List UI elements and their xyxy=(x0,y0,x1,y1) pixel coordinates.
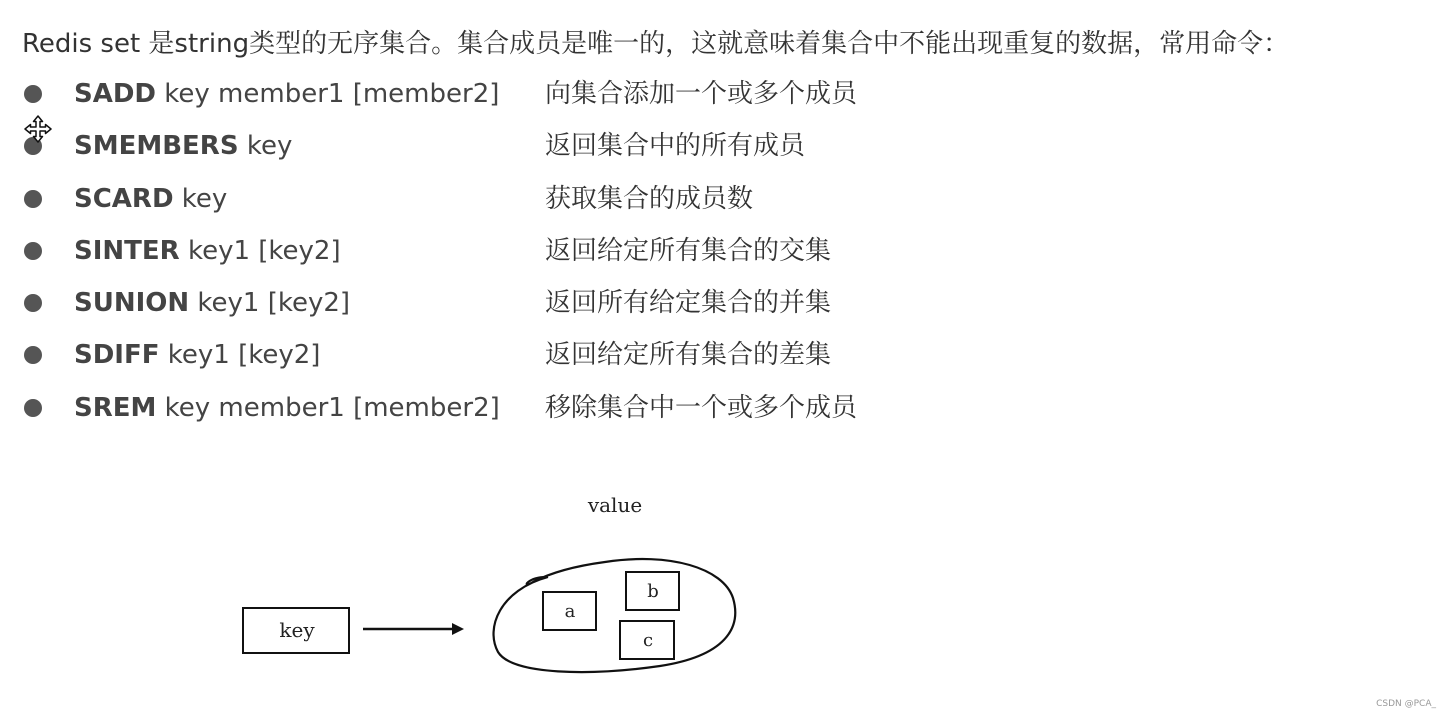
member-label: b xyxy=(647,581,659,602)
command-name: SINTER xyxy=(74,235,180,266)
command-description: 向集合添加一个或多个成员 xyxy=(545,79,858,109)
key-label: key xyxy=(279,618,315,642)
command-name: SUNION xyxy=(74,288,190,319)
command-name: SADD xyxy=(74,79,157,109)
command-item-scard xyxy=(0,173,1000,225)
command-item-sunion xyxy=(0,277,1000,329)
command-syntax xyxy=(74,74,499,114)
bullet-dot-icon xyxy=(24,399,42,417)
move-cursor-icon[interactable] xyxy=(24,115,52,143)
command-description: 移除集合中一个或多个成员 xyxy=(545,392,858,423)
command-description: 返回集合中的所有成员 xyxy=(545,131,806,162)
intro-text: Redis set 是string类型的无序集合。集合成员是唯一的，这就意味着集合中不能出现重复的数据，常用命令： xyxy=(22,29,1290,59)
arrow-right-icon xyxy=(363,623,464,635)
bullet-dot-icon xyxy=(24,242,42,260)
command-syntax xyxy=(74,335,320,375)
command-name: SDIFF xyxy=(74,340,160,371)
command-item-smembers xyxy=(0,120,1000,172)
command-name: SREM xyxy=(74,392,157,423)
member-box-a xyxy=(543,592,596,630)
command-syntax xyxy=(74,231,341,271)
bullet-dot-icon xyxy=(24,190,42,208)
command-list xyxy=(0,68,1000,434)
command-name: SMEMBERS xyxy=(74,131,239,162)
command-args: key xyxy=(238,131,293,162)
command-args: key1 [key2] xyxy=(189,288,351,319)
command-syntax xyxy=(74,126,292,166)
command-item-sdiff xyxy=(0,329,1000,381)
command-args: key1 [key2] xyxy=(179,235,341,266)
command-item-sinter xyxy=(0,225,1000,277)
command-args: key member1 [member2] xyxy=(156,79,500,109)
command-item-sadd xyxy=(0,68,1000,120)
command-syntax xyxy=(74,179,227,219)
command-description: 返回给定所有集合的差集 xyxy=(545,340,832,371)
command-name: SCARD xyxy=(74,183,174,214)
command-description: 获取集合的成员数 xyxy=(545,183,754,214)
bullet-dot-icon xyxy=(24,346,42,364)
key-box xyxy=(243,608,349,653)
member-box-c xyxy=(620,621,674,659)
command-description: 返回给定所有集合的交集 xyxy=(545,235,832,266)
member-label: c xyxy=(642,630,654,651)
member-box-b xyxy=(626,572,679,610)
command-args: key member1 [member2] xyxy=(156,392,500,423)
member-label: a xyxy=(564,601,576,622)
command-args: key xyxy=(173,183,228,214)
value-label: value xyxy=(587,493,643,517)
set-diagram xyxy=(230,480,770,690)
watermark: CSDN @PCA_ xyxy=(1376,699,1436,709)
set-container xyxy=(494,559,736,672)
command-syntax xyxy=(74,388,500,428)
command-item-srem xyxy=(0,382,1000,434)
command-description: 返回所有给定集合的并集 xyxy=(545,288,832,319)
bullet-dot-icon xyxy=(24,85,42,103)
bullet-dot-icon xyxy=(24,294,42,312)
command-syntax xyxy=(74,283,350,323)
command-args: key1 [key2] xyxy=(159,340,321,371)
